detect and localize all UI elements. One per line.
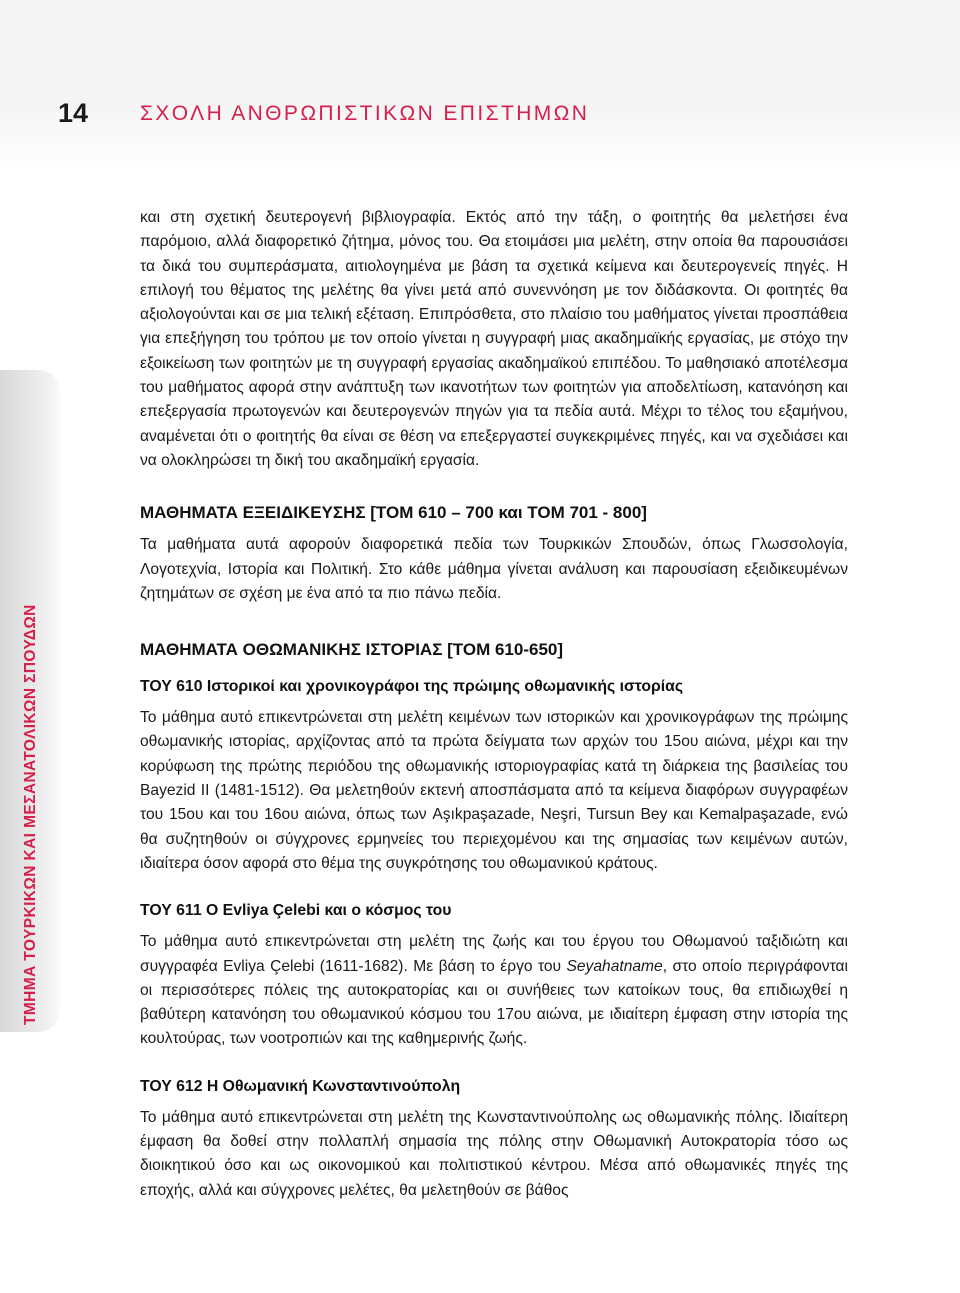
section-heading-ottoman-history: ΜΑΘΗΜΑΤΑ ΟΘΩΜΑΝΙΚΗΣ ΙΣΤΟΡΙΑΣ [ΤΟΜ 610-650] bbox=[140, 640, 564, 660]
main-content bbox=[140, 206, 848, 1203]
page-number: 14 bbox=[58, 98, 89, 128]
course-paragraph-tou610: Το μάθημα αυτό επικεντρώνεται στη μελέτη κειμένων των ιστορικών και χρονικογράφων της πρώιμης οθωμανικής ιστορίας, αρχίζοντας από τα πρώτα δείγματα των αρχών του 15ου αιώνα, μέχρι και την κορύφωση της πρώτης περιόδου της οθωμανικής ιστοριογραφίας κατά τη διάρκεια της βασιλείας του Bayezid II (1481-1512). Θα μελετηθούν εκτενή αποσπάσματα από τα κείμενα διαφόρων συγγραφέων του 15ου και του 16ου αιώνα, όπως των Aşıkpaşazade, Neşri, Tursun Bey και Kemalpaşazade, ενώ θα συζητηθούν οι σύγχρονες ερμηνείες του περιεχομένου και της σημασίας των κειμένων αυτών, ιδιαίτερα όσον αφορά στο θέμα της συγκρότησης του οθωμανικού κράτους. bbox=[140, 709, 848, 872]
course-text-tou611-work-title: Seyahatname bbox=[566, 957, 663, 975]
course-paragraph-tou611 bbox=[140, 930, 848, 1051]
header-band bbox=[0, 0, 960, 170]
school-title: ΣΧΟΛΗ ΑΝΘΡΩΠΙΣΤΙΚΩΝ ΕΠΙΣΤΗΜΩΝ bbox=[140, 102, 590, 125]
intro-paragraph: και στη σχετική δευτερογενή βιβλιογραφία. Εκτός από την τάξη, ο φοιτητής θα μελετήσει ένα παρόμοιο, αλλά διαφορετικό ζήτημα, μόνος του. Θα ετοιμάσει μια μελέτη, στην οποία θα παρουσιάσει τα δικά του συμπεράσματα, αιτιολογημένα με βάση τα σχετικά κείμενα και δευτερογενείς πηγές. Η επιλογή του θέματος της μελέτης θα γίνει μετά από συνεννόηση με τον διδάσκοντα. Οι φοιτητές θα αξιολογούνται και σε μια τελική εξέταση. Επιπρόσθετα, στο πλαίσιο του μαθήματος γίνεται προσπάθεια για επεξήγηση του τρόπου με τον οποίο γίνεται η συγγραφή μιας ακαδημαϊκής εργασίας, με στόχο την εξοικείωση των φοιτητών με τη συγγραφή εργασίας ακαδημαϊκού επιπέδου. Το μαθησιακό αποτέλεσμα του μαθήματος αφορά στην ανάπτυξη των ικανοτήτων των φοιτητών για αποδελτίωση, κατανόηση και επεξεργασία πρωτογενών και δευτερογενών πηγών για τα πεδία αυτά. Μέχρι το τέλος του εξαμήνου, αναμένεται ότι ο φοιτητής θα είναι σε θέση να επεξεργαστεί συγκεκριμένες πηγές, και να σχεδιάσει και να ολοκληρώσει τη δική του ακαδημαϊκή εργασία. bbox=[140, 209, 848, 469]
sidebar-department-label: ΤΜΗΜΑ ΤΟΥΡΚΙΚΩΝ ΚΑΙ ΜΕΣΑΝΑΤΟΛΙΚΩΝ ΣΠΟΥΔΩΝ bbox=[22, 604, 39, 1025]
course-paragraph-tou612: Το μάθημα αυτό επικεντρώνεται στη μελέτη της Κωνσταντινούπολης ως οθωμανικής πόλης. Ιδιαίτερη έμφαση θα δοθεί στην πολλαπλή σημασία της πόλης στην Οθωμανική Αυτοκρατορία τόσο ως διοικητικού όσο και ως οικονομικού και πολιτιστικού κέντρου. Μέσα από οθωμανικές πηγές της εποχής, αλλά και σύγχρονες μελέτες, θα μελετηθούν σε βάθος bbox=[140, 1108, 848, 1199]
course-title-tou611: ΤΟΥ 611 Ο Evliya Çelebi και ο κόσμος του bbox=[140, 902, 452, 920]
course-title-tou610: ΤΟΥ 610 Ιστορικοί και χρονικογράφοι της πρώιμης οθωμανικής ιστορίας bbox=[140, 678, 684, 696]
course-text-tou611-part1: Το μάθημα αυτό επικεντρώνεται στη μελέτη της ζωής και του έργου του Οθωμανού ταξιδιώτη και συγγραφέα Evliya Çelebi (1611-1682). Με βάση το έργο του bbox=[140, 933, 848, 975]
course-title-tou612: ΤΟΥ 612 Η Οθωμανική Κωνσταντινούπολη bbox=[140, 1077, 461, 1095]
specialization-paragraph: Τα μαθήματα αυτά αφορούν διαφορετικά πεδία των Τουρκικών Σπουδών, όπως Γλωσσολογία, Λογοτεχνία, Ιστορία και Πολιτική. Στο κάθε μάθημα γίνεται ανάλυση και παρουσίαση εξειδικευμένων ζητημάτων σε σχέση με ένα από τα πιο πάνω πεδία. bbox=[140, 536, 848, 602]
section-heading-specialization: ΜΑΘΗΜΑΤΑ ΕΞΕΙΔΙΚΕΥΣΗΣ [ΤΟΜ 610 – 700 και ΤΟΜ 701 - 800] bbox=[140, 503, 647, 523]
course-text-tou611-part2: , στο οποίο περιγράφονται οι περισσότερες πόλεις της αυτοκρατορίας και οι συνήθειες των κατοίκων τους, θα επιδιωχθεί η βαθύτερη κατανόηση του οθωμανικού κόσμου του 17ου αιώνα, με ιδιαίτερη έμφαση στην ιστορία της κουλτούρας, των νοοτροπιών και της καθημερινής ζωής. bbox=[140, 957, 849, 1048]
